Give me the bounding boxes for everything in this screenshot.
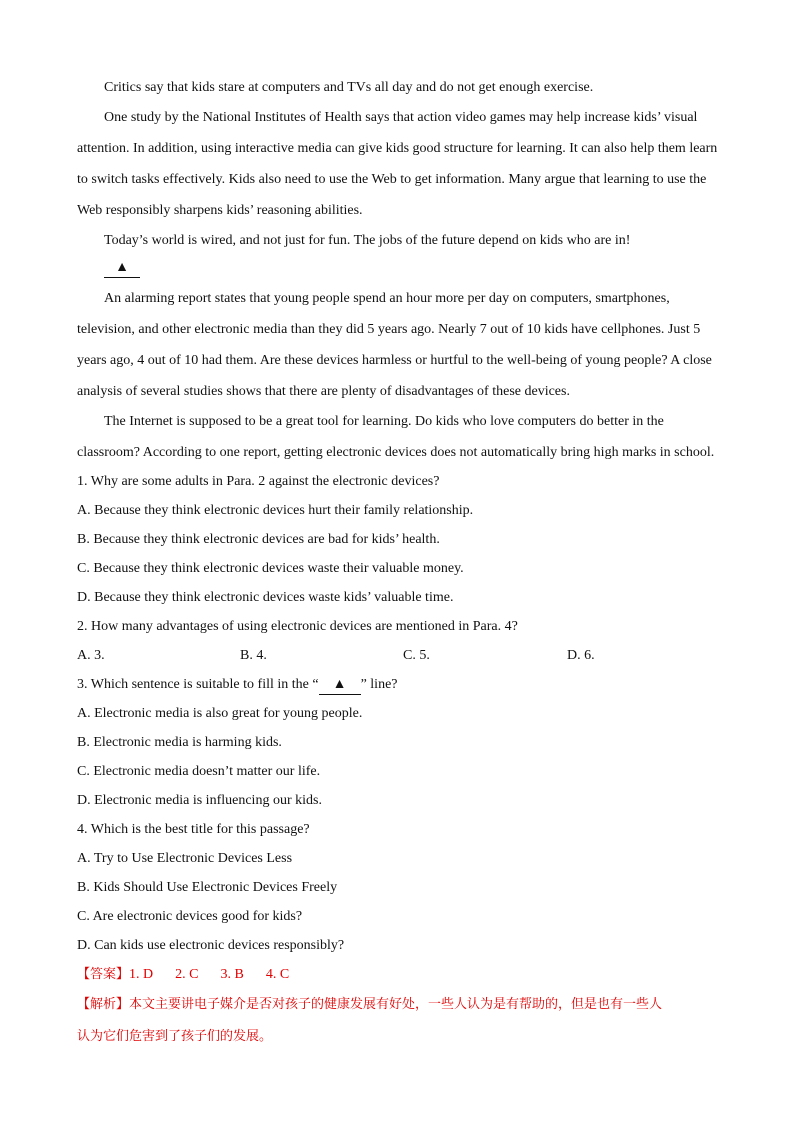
passage-p2-line-4: Web responsibly sharpens kids’ reasoning abilities.	[77, 203, 363, 218]
analysis-text-1: 本文主要讲电子媒介是否对孩子的健康发展有好处，一些人认为是有帮助的，但是也有一些人	[129, 997, 663, 1012]
question-3-stem	[77, 675, 727, 695]
passage-p4-line-4: analysis of several studies shows that there are plenty of disadvantages of these devices.	[77, 384, 570, 399]
question-4-option-a: A. Try to Use Electronic Devices Less	[77, 851, 293, 866]
question-2-option-c: C. 5.	[403, 648, 430, 663]
answer-item-2: 2. C	[175, 967, 199, 982]
question-3-option-d: D. Electronic media is influencing our kids.	[77, 793, 322, 808]
question-3-stem-before: 3. Which sentence is suitable to fill in the “	[77, 677, 319, 692]
passage-p4-line-3: years ago, 4 out of 10 had them. Are these devices harmless or hurtful to the well-being of young people? A close	[77, 353, 712, 368]
question-1-option-b: B. Because they think electronic devices are bad for kids’ health.	[77, 532, 440, 547]
question-2-option-b: B. 4.	[240, 648, 267, 663]
passage-p4-line-1: An alarming report states that young people spend an hour more per day on computers, smartphones,	[104, 291, 670, 306]
question-3-option-b: B. Electronic media is harming kids.	[77, 735, 282, 750]
question-2-stem: 2. How many advantages of using electronic devices are mentioned in Para. 4?	[77, 619, 518, 634]
passage-blank-line	[104, 258, 754, 278]
analysis-label: 【解析】	[77, 997, 130, 1012]
passage-p2-line-3: to switch tasks effectively. Kids also need to use the Web to get information. Many argue that learning to use the	[77, 172, 707, 187]
answer-item-3: 3. B	[220, 967, 244, 982]
question-3-stem-after: ” line?	[360, 677, 398, 692]
passage-p5-line-2: classroom? According to one report, getting electronic devices does not automatically bring high marks in school.	[77, 445, 715, 460]
passage-p2-line-1: One study by the National Institutes of Health says that action video games may help increase kids’ visual	[104, 110, 698, 125]
question-4-option-b: B. Kids Should Use Electronic Devices Freely	[77, 880, 338, 895]
answer-label: 【答案】	[77, 967, 130, 982]
question-3-option-a: A. Electronic media is also great for young people.	[77, 706, 363, 721]
question-3-option-c: C. Electronic media doesn’t matter our life.	[77, 764, 321, 779]
question-2-option-d: D. 6.	[567, 648, 595, 663]
passage-p5-line-1: The Internet is supposed to be a great tool for learning. Do kids who love computers do better in the	[104, 414, 664, 429]
question-1-option-a: A. Because they think electronic devices hurt their family relationship.	[77, 503, 474, 518]
analysis-line-1	[77, 995, 727, 1015]
passage-p1: Critics say that kids stare at computers and TVs all day and do not get enough exercise.	[104, 80, 594, 95]
question-1-option-c: C. Because they think electronic devices waste their valuable money.	[77, 561, 464, 576]
passage-p2-line-2: attention. In addition, using interactive media can give kids good structure for learning. It can also help them learn	[77, 141, 718, 156]
triangle-blank-icon: ▲	[104, 259, 140, 278]
analysis-line-2: 认为它们危害到了孩子们的发展。	[77, 1029, 273, 1044]
question-1-stem: 1. Why are some adults in Para. 2 against the electronic devices?	[77, 474, 440, 489]
passage-p3: Today’s world is wired, and not just for fun. The jobs of the future depend on kids who are in!	[104, 233, 631, 248]
question-4-stem: 4. Which is the best title for this passage?	[77, 822, 310, 837]
question-4-option-d: D. Can kids use electronic devices responsibly?	[77, 938, 345, 953]
question-2-options	[77, 646, 727, 666]
passage-p4-line-2: television, and other electronic media than they did 5 years ago. Nearly 7 out of 10 kids have cellphones. Just 5	[77, 322, 701, 337]
answer-line	[77, 965, 727, 985]
question-1-option-d: D. Because they think electronic devices waste kids’ valuable time.	[77, 590, 454, 605]
answer-item-4: 4. C	[265, 967, 290, 982]
triangle-blank-icon: ▲	[319, 676, 361, 695]
question-2-option-a: A. 3.	[77, 648, 105, 663]
answer-item-1: 1. D	[129, 967, 154, 982]
question-4-option-c: C. Are electronic devices good for kids?	[77, 909, 303, 924]
